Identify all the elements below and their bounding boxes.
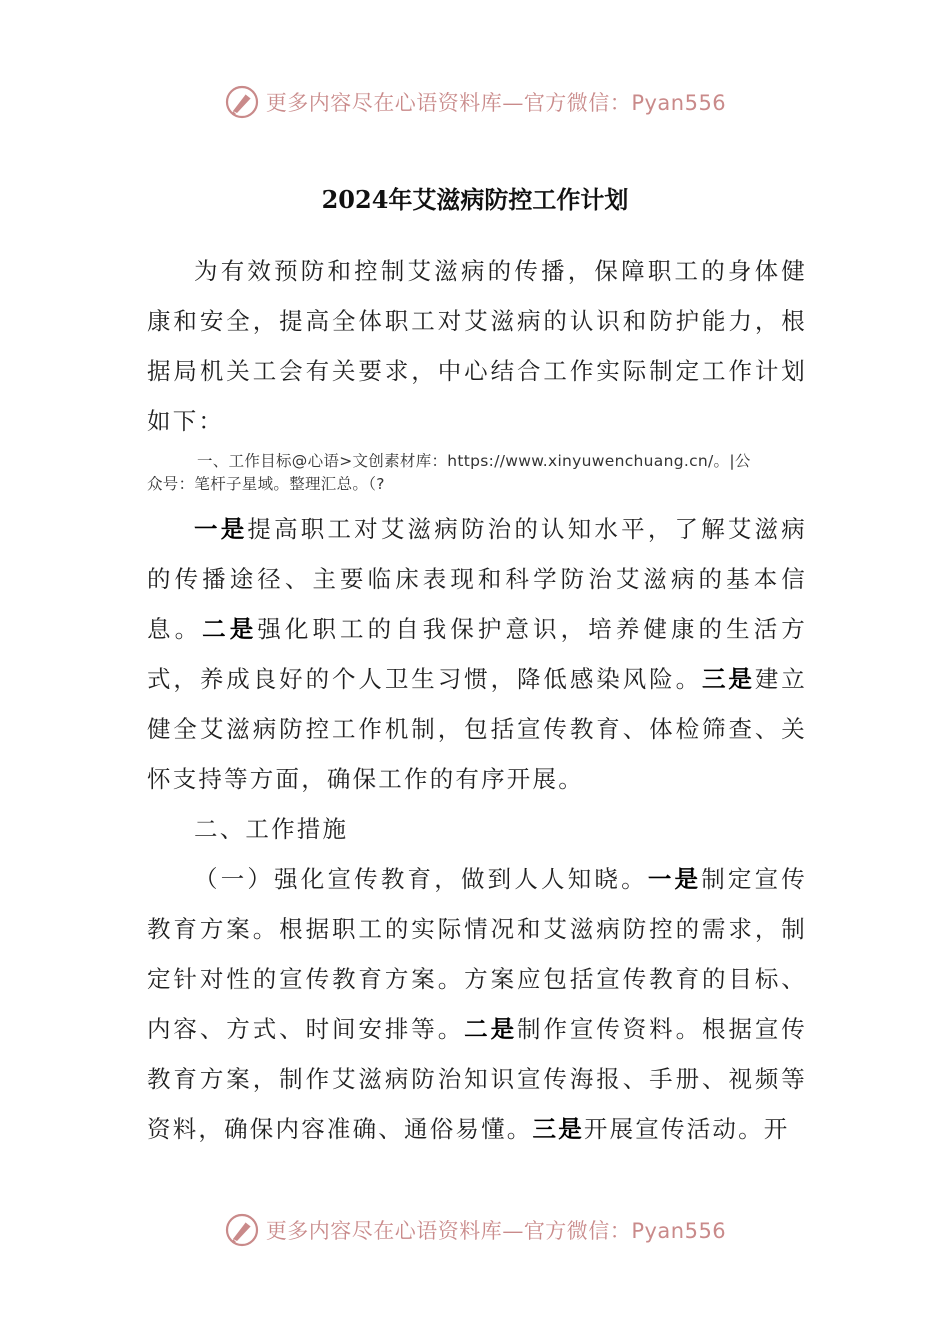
measure-3-marker: 三是	[532, 1115, 584, 1143]
note-line-1: 一、工作目标@心语>文创素材库：https://www.xinyuwenchuang.cn/。|公	[197, 452, 751, 470]
banner-wechat-id: Pyan556	[631, 91, 727, 115]
banner-dash: —	[502, 91, 524, 115]
section2-heading: 二、工作措施	[194, 815, 349, 843]
banner-official-label: 官方微信：	[523, 91, 632, 115]
banner-site-name: 更多内容尽在心语资料库	[265, 1219, 503, 1243]
header-banner	[0, 84, 950, 120]
measure-heading: （一）强化宣传教育，做到人人知晓。	[194, 865, 648, 893]
banner-text	[266, 87, 726, 117]
banner-site-name: 更多内容尽在心语资料库	[265, 91, 503, 115]
section1-heading-note	[147, 450, 807, 496]
goal-3-marker: 三是	[702, 665, 755, 693]
goal-2-text: 强化职工的自我保护意识，培养健康的生活方式，养成良好的个人卫生习惯，降低感染风险。	[147, 615, 807, 693]
pen-nib-circle-icon	[224, 84, 260, 120]
banner-wechat-id: Pyan556	[631, 1219, 727, 1243]
pen-nib-circle-icon	[224, 1212, 260, 1248]
measure-1-marker: 一是	[647, 865, 702, 893]
document-body	[147, 246, 807, 1154]
goal-3-text: 建立健全艾滋病防控工作机制，包括宣传教育、体检筛查、关怀支持等方面，确保工作的有序开展。	[147, 665, 807, 793]
banner-text	[266, 1215, 726, 1245]
goal-2-marker: 二是	[202, 615, 258, 643]
document-title: 2024年艾滋病防控工作计划	[321, 185, 629, 214]
measure-2-text: 制作宣传资料。根据宣传教育方案，制作艾滋病防治知识宣传海报、手册、视频等资料，确保内容准确、通俗易懂。	[147, 1015, 808, 1143]
banner-dash: —	[502, 1219, 524, 1243]
measure-2-marker: 二是	[464, 1015, 518, 1043]
note-line-2: 众号：笔杆子星域。整理汇总。（?	[147, 475, 385, 493]
intro-paragraph: 为有效预防和控制艾滋病的传播，保障职工的身体健康和安全，提高全体职工对艾滋病的认识和防护能力，根据局机关工会有关要求，中心结合工作实际制定工作计划如下：	[147, 257, 807, 435]
banner-official-label: 官方微信：	[523, 1219, 632, 1243]
goals-paragraph	[147, 504, 807, 804]
goal-1-text: 提高职工对艾滋病防治的认知水平，了解艾滋病的传播途径、主要临床表现和科学防治艾滋病的基本信息。	[147, 515, 807, 643]
measure-1-text: 制定宣传教育方案。根据职工的实际情况和艾滋病防控的需求，制定针对性的宣传教育方案。方案应包括宣传教育的目标、内容、方式、时间安排等。	[147, 865, 807, 1043]
goal-1-marker: 一是	[194, 515, 248, 543]
measures-paragraph	[147, 854, 807, 1154]
footer-banner	[0, 1212, 950, 1248]
measure-3-text: 开展宣传活动。开	[583, 1115, 790, 1143]
